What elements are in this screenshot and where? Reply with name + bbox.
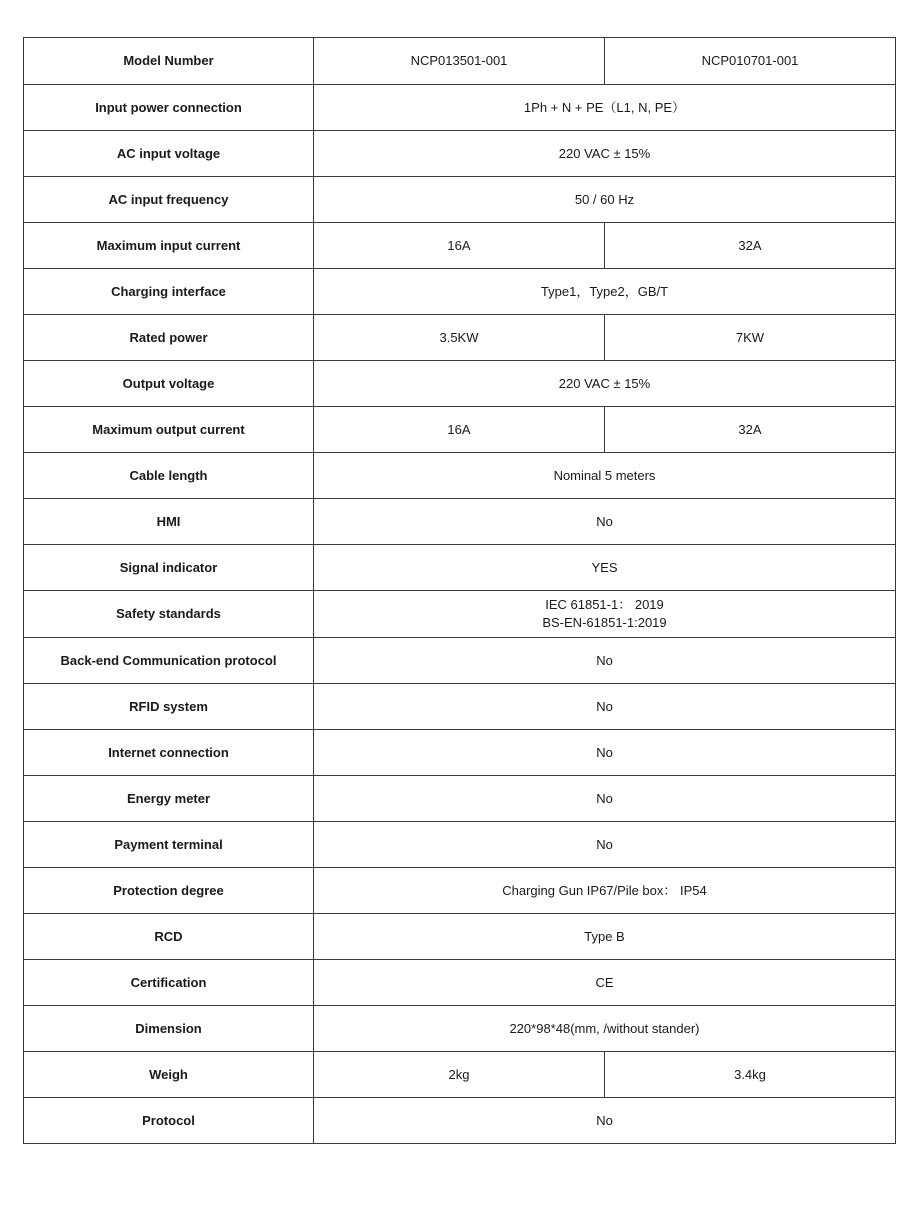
- row-value: 3.5KW: [314, 315, 605, 361]
- row-label: Protection degree: [24, 868, 314, 914]
- row-value: 16A: [314, 407, 605, 453]
- table-row: [24, 730, 896, 776]
- row-value: 2kg: [314, 1052, 605, 1098]
- row-value: No: [314, 1098, 896, 1144]
- row-value: No: [314, 730, 896, 776]
- table-row: [24, 407, 896, 453]
- table-row: [24, 638, 896, 684]
- table-row: [24, 1006, 896, 1052]
- standard-line: BS-EN-61851-1:2019: [542, 615, 667, 630]
- row-label: Maximum input current: [24, 223, 314, 269]
- row-label: Output voltage: [24, 361, 314, 407]
- table-row: [24, 960, 896, 1006]
- row-value: 3.4kg: [605, 1052, 896, 1098]
- table-row: [24, 914, 896, 960]
- row-value: Charging Gun IP67/Pile box： IP54: [314, 868, 896, 914]
- table-row: [24, 315, 896, 361]
- row-value: 16A: [314, 223, 605, 269]
- table-row: [24, 822, 896, 868]
- row-label: Safety standards: [24, 591, 314, 638]
- spec-table: [23, 37, 896, 1144]
- row-value: 50 / 60 Hz: [314, 177, 896, 223]
- row-label: Protocol: [24, 1098, 314, 1144]
- row-value: [314, 591, 896, 638]
- row-label: HMI: [24, 499, 314, 545]
- row-label: Certification: [24, 960, 314, 1006]
- row-value: NCP010701-001: [605, 38, 896, 85]
- table-row: [24, 545, 896, 591]
- row-label: Back-end Communication protocol: [24, 638, 314, 684]
- row-label: Cable length: [24, 453, 314, 499]
- table-row: [24, 223, 896, 269]
- table-row: [24, 499, 896, 545]
- row-value: Type B: [314, 914, 896, 960]
- row-value: 220 VAC ± 15%: [314, 131, 896, 177]
- table-row: [24, 453, 896, 499]
- row-value: No: [314, 776, 896, 822]
- table-row: [24, 38, 896, 85]
- row-label: Input power connection: [24, 85, 314, 131]
- row-value: CE: [314, 960, 896, 1006]
- table-row: [24, 131, 896, 177]
- table-row: [24, 868, 896, 914]
- row-value: 7KW: [605, 315, 896, 361]
- row-label: Payment terminal: [24, 822, 314, 868]
- row-value: NCP013501-001: [314, 38, 605, 85]
- row-label: Maximum output current: [24, 407, 314, 453]
- row-value: YES: [314, 545, 896, 591]
- row-label: Model Number: [24, 38, 314, 85]
- row-label: Rated power: [24, 315, 314, 361]
- row-value: 32A: [605, 407, 896, 453]
- row-label: RFID system: [24, 684, 314, 730]
- table-row: [24, 269, 896, 315]
- row-label: Internet connection: [24, 730, 314, 776]
- row-label: Dimension: [24, 1006, 314, 1052]
- table-row: [24, 776, 896, 822]
- row-value: No: [314, 499, 896, 545]
- table-row: [24, 361, 896, 407]
- row-label: RCD: [24, 914, 314, 960]
- row-value: No: [314, 822, 896, 868]
- table-row: [24, 177, 896, 223]
- row-value: Type1，Type2，GB/T: [314, 269, 896, 315]
- table-row: [24, 1052, 896, 1098]
- row-label: Weigh: [24, 1052, 314, 1098]
- row-label: Energy meter: [24, 776, 314, 822]
- row-value: No: [314, 684, 896, 730]
- table-row: [24, 1098, 896, 1144]
- table-row: [24, 85, 896, 131]
- row-label: AC input voltage: [24, 131, 314, 177]
- standard-line: IEC 61851-1： 2019: [545, 597, 664, 612]
- row-value: 32A: [605, 223, 896, 269]
- table-row: [24, 591, 896, 638]
- table-row: [24, 684, 896, 730]
- row-value: 220*98*48(mm, /without stander): [314, 1006, 896, 1052]
- row-label: Charging interface: [24, 269, 314, 315]
- row-label: AC input frequency: [24, 177, 314, 223]
- row-value: Nominal 5 meters: [314, 453, 896, 499]
- row-label: Signal indicator: [24, 545, 314, 591]
- row-value: 1Ph + N + PE（L1, N, PE）: [314, 85, 896, 131]
- row-value: No: [314, 638, 896, 684]
- row-value: 220 VAC ± 15%: [314, 361, 896, 407]
